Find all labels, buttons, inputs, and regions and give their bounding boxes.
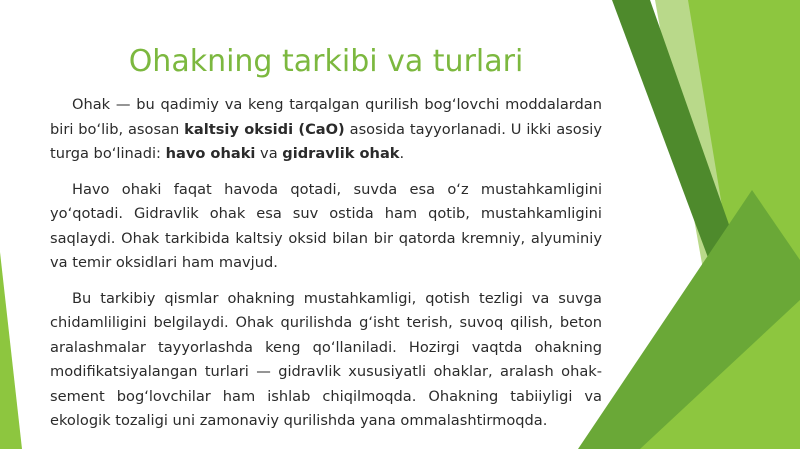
paragraph-1 — [50, 93, 602, 167]
paragraph-2: Havo ohaki faqat havoda qotadi, suvda esa o‘z mustahkamligini yo‘qotadi. Gidravlik ohak esa suv ostida ham qotib, mustahkamligini saqlaydi. Ohak tarkibida kaltsiy oksid bilan bir qatorda kremniy, alyuminiy va temir oksidlari ham mavjud. — [50, 180, 602, 271]
left-green-stripe — [0, 252, 22, 449]
p1-bold-havo-ohaki: havo ohaki — [165, 145, 256, 162]
paragraph-3: Bu tarkibiy qismlar ohakning mustahkamligi, qotish tezligi va suvga chidamliligini belgilaydi. Ohak qurilishda g‘isht terish, suvoq qilish, beton aralashmalar tayyorlashda keng qo‘llaniladi. Hozirgi vaqtda ohakning modifikatsiyalangan turlari — gidravlik xususiyatli ohaklar, aralash ohak-sement bog‘lovchilar ham ishlab chiqilmoqda. Ohakning tabiiyligi va ekologik tozaligi uni zamonaviy qurilishda yana ommalashtirmoqda. — [50, 289, 602, 429]
slide-body — [50, 93, 602, 434]
p1-bold-cao: kaltsiy oksidi (CaO) — [184, 120, 345, 138]
slide-title: Ohakning tarkibi va turlari — [128, 44, 524, 79]
p1-bold-gidravlik-ohak: gidravlik ohak — [282, 145, 400, 162]
p1-text-1: Ohak — bu qadimiy va keng tarqalgan qurilish bog‘lovchi moddalardan biri bo‘lib, asosan — [50, 96, 602, 138]
p1-text-3: va — [255, 145, 283, 162]
p1-text-2: asosida tayyorlanadi. U ikki asosiy turga bo‘linadi: — [50, 120, 602, 162]
p1-text-4: . — [399, 145, 405, 162]
